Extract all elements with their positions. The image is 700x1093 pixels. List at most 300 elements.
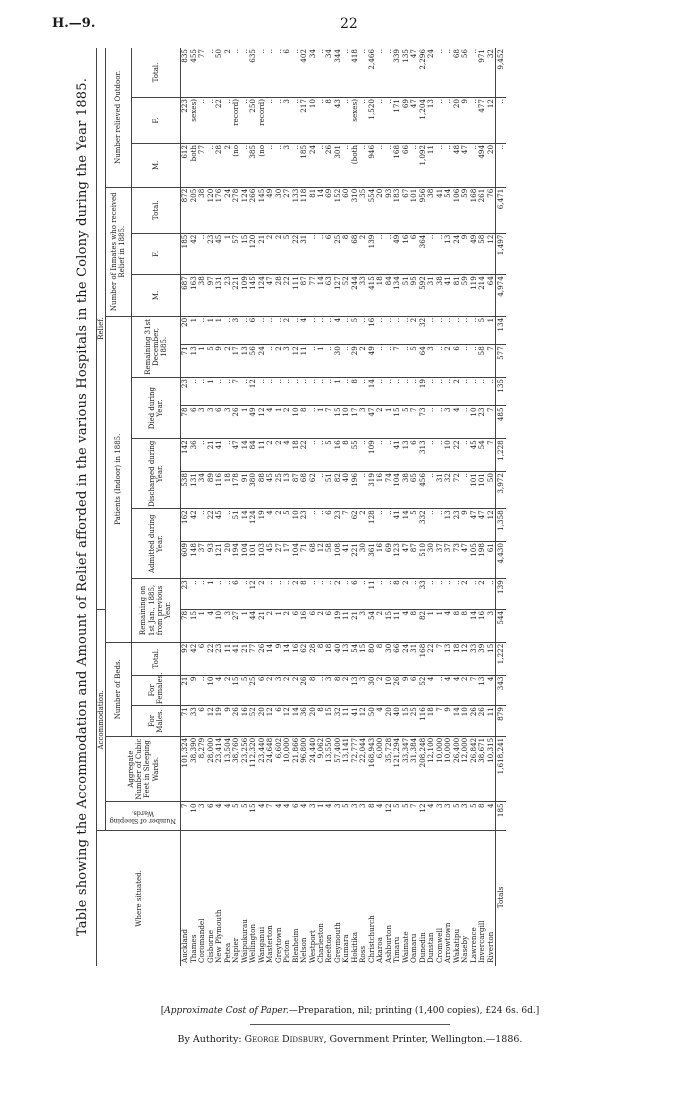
table-cell: 34 xyxy=(325,48,333,98)
table-cell: 50 xyxy=(368,706,376,737)
table-cell: 20 xyxy=(453,98,461,144)
table-cell: 1 xyxy=(190,316,198,344)
table-row xyxy=(419,48,427,966)
total-cell: 135 xyxy=(496,378,506,406)
table-cell: 8 xyxy=(300,579,308,610)
table-cell: .. xyxy=(385,439,393,472)
table-body xyxy=(181,48,506,966)
page-reference: H.—9. xyxy=(52,16,96,31)
hospital-name: Akaroa xyxy=(375,937,385,963)
table-cell: 1 xyxy=(334,378,342,406)
table-cell: 21 xyxy=(351,609,359,642)
table-cell: .. xyxy=(461,345,469,378)
inmates-total-header: Total. xyxy=(131,187,181,233)
table-cell: 2 xyxy=(224,345,232,378)
table-cell: 3 xyxy=(334,802,342,830)
table-cell: 19 xyxy=(334,609,342,642)
table-cell: 162 xyxy=(181,509,190,542)
table-cell: sexes) xyxy=(351,98,359,144)
table-cell: 163 xyxy=(190,275,198,317)
table-cell: 111 xyxy=(292,275,300,317)
table-cell: 104 xyxy=(393,472,401,509)
table-cell: 5 xyxy=(241,802,249,830)
table-cell: .. xyxy=(470,579,478,610)
table-cell: 22 xyxy=(300,439,308,472)
table-cell: 2 xyxy=(275,233,283,275)
table-cell: 5 xyxy=(351,316,359,344)
table-cell: .. xyxy=(376,98,384,144)
table-cell: 3 xyxy=(359,406,367,439)
table-cell: .. xyxy=(385,509,393,542)
table-cell: 6 xyxy=(410,233,418,275)
total-cell: 3,972 xyxy=(496,472,506,509)
table-cell: 33 xyxy=(359,275,367,317)
table-cell: 24 xyxy=(402,642,410,675)
table-cell: .. xyxy=(385,316,393,344)
outdoor-total-header: Total. xyxy=(131,48,181,98)
table-row xyxy=(351,48,359,966)
table-cell: 6 xyxy=(215,406,223,439)
table-cell: 2 xyxy=(283,316,291,344)
table-cell: 12 xyxy=(487,509,496,542)
table-cell: 7 xyxy=(410,406,418,439)
table-cell: 93 xyxy=(207,542,215,579)
table-cell: 16 xyxy=(376,542,384,579)
table-cell: 15 xyxy=(487,642,496,675)
table-cell: 49 xyxy=(368,345,376,378)
table-cell: 15 xyxy=(190,609,198,642)
table-cell: 1,520 xyxy=(368,98,376,144)
table-cell: .. xyxy=(317,675,325,706)
table-cell: .. xyxy=(376,143,384,187)
table-cell: 1 xyxy=(317,406,325,439)
table-cell: .. xyxy=(385,345,393,378)
table-cell: .. xyxy=(410,143,418,187)
table-row xyxy=(181,48,190,966)
table-cell: 364 xyxy=(419,233,427,275)
table-cell: .. xyxy=(325,378,333,406)
table-cell: .. xyxy=(359,579,367,610)
table-cell: 244 xyxy=(351,275,359,317)
table-cell: 12 xyxy=(419,802,427,830)
table-cell: .. xyxy=(317,48,325,98)
table-cell: 319 xyxy=(368,472,376,509)
table-cell: record) xyxy=(232,98,240,144)
totals-label: Totals xyxy=(496,830,506,966)
hospital-name: Westport xyxy=(307,930,317,963)
table-cell: 47 xyxy=(478,509,486,542)
table-cell: 77 xyxy=(249,642,257,675)
table-cell: .. xyxy=(241,98,249,144)
table-cell: 47 xyxy=(266,275,274,317)
table-cell: .. xyxy=(461,406,469,439)
table-cell: 47 xyxy=(402,542,410,579)
table-cell: 14 xyxy=(402,509,410,542)
table-cell: 145 xyxy=(249,275,257,317)
table-cell: 5 xyxy=(393,802,401,830)
table-cell: 10 xyxy=(444,439,452,472)
table-cell: 971 xyxy=(478,48,486,98)
hospital-name: Kumara xyxy=(341,934,351,963)
table-cell: .. xyxy=(444,378,452,406)
table-cell: 3 xyxy=(325,675,333,706)
table-cell: 4 xyxy=(427,802,435,830)
table-cell: 26 xyxy=(300,675,308,706)
table-cell: 946 xyxy=(368,143,376,187)
total-cell: 343 xyxy=(496,675,506,706)
table-cell: 4 xyxy=(487,675,496,706)
table-cell: 2 xyxy=(376,609,384,642)
table-cell: 6 xyxy=(198,642,206,675)
table-cell: 22 xyxy=(283,275,291,317)
table-cell: 3 xyxy=(283,143,291,187)
total-cell: 1,222 xyxy=(496,642,506,675)
table-cell: 7 xyxy=(436,706,444,737)
table-cell: 38 xyxy=(436,275,444,317)
table-cell: 3 xyxy=(275,675,283,706)
table-cell: 6 xyxy=(207,802,215,830)
table-cell: 8 xyxy=(309,675,317,706)
table-cell: 11 xyxy=(300,345,308,378)
table-cell: 1 xyxy=(198,609,206,642)
table-cell: 2 xyxy=(478,579,486,610)
table-cell: .. xyxy=(342,48,350,98)
table-cell: 24 xyxy=(427,48,435,98)
table-cell: 52 xyxy=(419,675,427,706)
table-cell: .. xyxy=(436,143,444,187)
table-cell: 12 xyxy=(487,98,496,144)
table-cell: 55 xyxy=(351,439,359,472)
table-cell: 12 xyxy=(207,706,215,737)
table-cell: .. xyxy=(453,316,461,344)
hospital-name: Hokitika xyxy=(349,931,359,963)
table-cell: 13,550 xyxy=(325,736,333,802)
table-cell: 6 xyxy=(190,406,198,439)
table-cell: .. xyxy=(275,316,283,344)
hospital-name: Petea xyxy=(222,942,232,963)
table-cell: 47 xyxy=(410,98,418,144)
table-cell: 16 xyxy=(368,316,376,344)
table-cell: 96,800 xyxy=(300,736,308,802)
table-cell: 45 xyxy=(470,439,478,472)
hospital-name: Oamaru xyxy=(409,933,419,963)
table-cell: .. xyxy=(470,48,478,98)
table-cell: .. xyxy=(198,675,206,706)
table-cell: .. xyxy=(292,316,300,344)
table-cell: 4 xyxy=(258,802,266,830)
table-cell: 11 xyxy=(487,706,496,737)
table-cell: .. xyxy=(359,472,367,509)
table-cell: .. xyxy=(207,48,215,98)
table-cell: 344 xyxy=(334,48,342,98)
table-cell: 31 xyxy=(410,642,418,675)
table-cell: 50 xyxy=(487,472,496,509)
table-cell: 8 xyxy=(317,706,325,737)
table-cell: 8 xyxy=(461,609,469,642)
table-cell: 120 xyxy=(207,187,215,233)
table-cell: 121,294 xyxy=(393,736,401,802)
table-cell: 23 xyxy=(453,509,461,542)
table-cell: 38,390 xyxy=(190,736,198,802)
table-cell: 402 xyxy=(300,48,308,98)
table-cell: .. xyxy=(470,378,478,406)
table-cell: .. xyxy=(376,48,384,98)
table-cell: 21 xyxy=(207,439,215,472)
table-cell: 3 xyxy=(359,609,367,642)
table-cell: 15 xyxy=(334,406,342,439)
table-cell: 37 xyxy=(436,542,444,579)
table-cell: .. xyxy=(376,439,384,472)
table-cell: 2 xyxy=(258,579,266,610)
table-cell: .. xyxy=(427,509,435,542)
table-row xyxy=(402,48,410,966)
table-cell: 477 xyxy=(478,98,486,144)
table-cell: 2 xyxy=(334,579,342,610)
table-cell: 12 xyxy=(359,706,367,737)
table-cell: 95 xyxy=(410,275,418,317)
hospital-name: Auckland xyxy=(180,928,190,963)
table-cell: 6 xyxy=(410,439,418,472)
table-cell: 135 xyxy=(402,48,410,98)
table-cell: 2 xyxy=(359,345,367,378)
table-cell: 69 xyxy=(402,98,410,144)
table-cell: 54 xyxy=(351,642,359,675)
table-cell: 1 xyxy=(198,345,206,378)
table-cell: .. xyxy=(266,316,274,344)
table-cell: .. xyxy=(224,316,232,344)
table-cell: 57 xyxy=(232,233,240,275)
table-cell: 16 xyxy=(478,609,486,642)
table-row xyxy=(258,48,266,966)
table-row xyxy=(393,48,401,966)
table-cell: 554 xyxy=(368,187,376,233)
table-row xyxy=(470,48,478,966)
table-cell: 4 xyxy=(266,509,274,542)
table-cell: 71 xyxy=(300,542,308,579)
table-cell: 14 xyxy=(453,706,461,737)
table-cell: 101 xyxy=(249,542,257,579)
table-cell: 67 xyxy=(402,187,410,233)
table-cell: 23 xyxy=(181,378,190,406)
hospital-name: Timaru xyxy=(392,936,402,963)
table-cell: 5 xyxy=(232,802,240,830)
table-cell: 8 xyxy=(410,609,418,642)
table-cell: 2 xyxy=(224,48,232,98)
table-cell: 109 xyxy=(368,439,376,472)
table-cell: .. xyxy=(207,143,215,187)
table-cell: 185 xyxy=(181,233,190,275)
table-cell: 9 xyxy=(461,233,469,275)
beds-header: Number of Beds. xyxy=(106,642,131,736)
table-cell: 33 xyxy=(190,706,198,737)
table-cell: 8 xyxy=(351,378,359,406)
table-cell: 21 xyxy=(241,642,249,675)
table-cell: 19 xyxy=(258,509,266,542)
table-cell: 1,092 xyxy=(419,143,427,187)
table-cell: 16 xyxy=(376,472,384,509)
table-row xyxy=(427,48,435,966)
table-cell: 84 xyxy=(249,439,257,472)
table-row xyxy=(325,48,333,966)
table-cell: 41 xyxy=(351,706,359,737)
table-cell: 20 xyxy=(181,316,190,344)
table-cell: 38 xyxy=(198,275,206,317)
table-cell: 36 xyxy=(300,706,308,737)
table-cell: 31,384 xyxy=(410,736,418,802)
table-cell: .. xyxy=(470,98,478,144)
table-cell: 339 xyxy=(393,48,401,98)
table-cell: 24,440 xyxy=(309,736,317,802)
table-cell: .. xyxy=(385,98,393,144)
table-cell: 494 xyxy=(478,143,486,187)
table-cell: .. xyxy=(292,143,300,187)
table-cell: 68 xyxy=(351,233,359,275)
table-cell: 26 xyxy=(258,642,266,675)
table-cell: 183 xyxy=(393,187,401,233)
table-cell: 15 xyxy=(249,802,257,830)
table-cell: 3 xyxy=(427,345,435,378)
table-cell: 4 xyxy=(266,406,274,439)
table-cell: .. xyxy=(461,439,469,472)
hospital-name: Ashburton xyxy=(383,924,393,963)
table-cell: 14 xyxy=(317,275,325,317)
table-cell: 2 xyxy=(266,233,274,275)
table-cell: .. xyxy=(309,439,317,472)
table-cell: 20 xyxy=(258,706,266,737)
table-cell: .. xyxy=(402,345,410,378)
table-cell: .. xyxy=(266,48,274,98)
table-cell: .. xyxy=(385,579,393,610)
table-cell: .. xyxy=(427,378,435,406)
table-cell: 22 xyxy=(207,642,215,675)
table-cell: 2 xyxy=(410,316,418,344)
table-cell: 68 xyxy=(309,542,317,579)
table-cell: .. xyxy=(309,316,317,344)
table-cell: 4 xyxy=(207,609,215,642)
table-cell: .. xyxy=(359,439,367,472)
table-cell: 6 xyxy=(410,675,418,706)
table-cell: 66 xyxy=(393,642,401,675)
table-cell: 124 xyxy=(249,509,257,542)
table-cell: .. xyxy=(427,406,435,439)
table-cell: 12 xyxy=(461,642,469,675)
table-cell: 4 xyxy=(487,802,496,830)
table-cell: 4 xyxy=(453,675,461,706)
table-cell: 22,044 xyxy=(359,736,367,802)
table-cell: 9 xyxy=(461,98,469,144)
table-cell: 361 xyxy=(368,542,376,579)
table-cell: 6 xyxy=(249,316,257,344)
table-cell: 26,842 xyxy=(470,736,478,802)
table-cell: .. xyxy=(385,233,393,275)
table-cell: 2 xyxy=(266,675,274,706)
table-cell: .. xyxy=(376,233,384,275)
table-cell: 1 xyxy=(207,316,215,344)
table-cell: 2 xyxy=(266,609,274,642)
total-cell: .. xyxy=(496,143,506,187)
table-cell: 1 xyxy=(275,406,283,439)
table-cell: 37 xyxy=(444,542,452,579)
table-cell: .. xyxy=(309,579,317,610)
table-cell: 28,000 xyxy=(207,736,215,802)
table-cell: .. xyxy=(232,48,240,98)
table-cell: 6 xyxy=(351,579,359,610)
table-cell: 14 xyxy=(368,378,376,406)
admitted-header: Admitted during Year. xyxy=(131,509,181,579)
table-cell: 23 xyxy=(478,406,486,439)
table-cell: 30 xyxy=(368,675,376,706)
table-cell: 7 xyxy=(410,802,418,830)
table-cell: 6 xyxy=(325,233,333,275)
table-cell: .. xyxy=(317,233,325,275)
table-cell: 116 xyxy=(419,706,427,737)
table-cell: 592 xyxy=(419,275,427,317)
table-cell: 42 xyxy=(190,233,198,275)
hospital-name: Dunedin xyxy=(417,932,427,963)
table-cell: 4 xyxy=(402,609,410,642)
table-cell: 50 xyxy=(215,48,223,98)
table-cell: 80 xyxy=(368,642,376,675)
table-cell: 4 xyxy=(376,802,384,830)
table-cell: 49 xyxy=(249,406,257,439)
table-cell: .. xyxy=(393,378,401,406)
table-cell: .. xyxy=(342,143,350,187)
table-cell: 121 xyxy=(215,542,223,579)
table-cell: 3 xyxy=(309,802,317,830)
table-cell: 66 xyxy=(402,143,410,187)
table-cell: 5 xyxy=(283,233,291,275)
table-cell: .. xyxy=(241,316,249,344)
table-cell: 3 xyxy=(351,802,359,830)
table-cell: 385 xyxy=(249,143,257,187)
table-cell: 612 xyxy=(181,143,190,187)
total-cell: 4,974 xyxy=(496,275,506,317)
table-cell: 415 xyxy=(368,275,376,317)
table-cell: .. xyxy=(470,316,478,344)
table-cell: 7 xyxy=(436,642,444,675)
hospital-name: Waimate xyxy=(400,931,410,963)
table-cell: .. xyxy=(266,98,274,144)
table-cell: .. xyxy=(461,472,469,509)
table-cell: 4 xyxy=(325,802,333,830)
table-cell: 1 xyxy=(385,406,393,439)
table-cell: 8,279 xyxy=(198,736,206,802)
table-cell: 81 xyxy=(453,275,461,317)
table-cell: 47 xyxy=(410,48,418,98)
table-cell: 119 xyxy=(470,275,478,317)
table-title: Table showing the Accommodation and Amount of Relief afforded in the various Hospitals in the Colony during the Year 1885. xyxy=(75,77,90,937)
table-cell: 43 xyxy=(334,98,342,144)
table-cell: 7 xyxy=(232,378,240,406)
table-cell: .. xyxy=(444,98,452,144)
table-cell: 5 xyxy=(410,345,418,378)
table-cell: 12,000 xyxy=(461,736,469,802)
table-cell: 313 xyxy=(419,439,427,472)
table-cell: .. xyxy=(436,48,444,98)
table-cell: .. xyxy=(444,143,452,187)
table-cell: .. xyxy=(342,579,350,610)
table-cell: 250 xyxy=(249,98,257,144)
total-cell: 4,430 xyxy=(496,542,506,579)
table-cell: 108 xyxy=(334,542,342,579)
table-cell: .. xyxy=(427,472,435,509)
table-cell: 7 xyxy=(393,345,401,378)
table-cell: 42 xyxy=(190,509,198,542)
table-cell: 41 xyxy=(444,275,452,317)
table-cell: .. xyxy=(376,378,384,406)
hospital-name: Riverton xyxy=(485,931,495,963)
table-cell: 15 xyxy=(385,609,393,642)
